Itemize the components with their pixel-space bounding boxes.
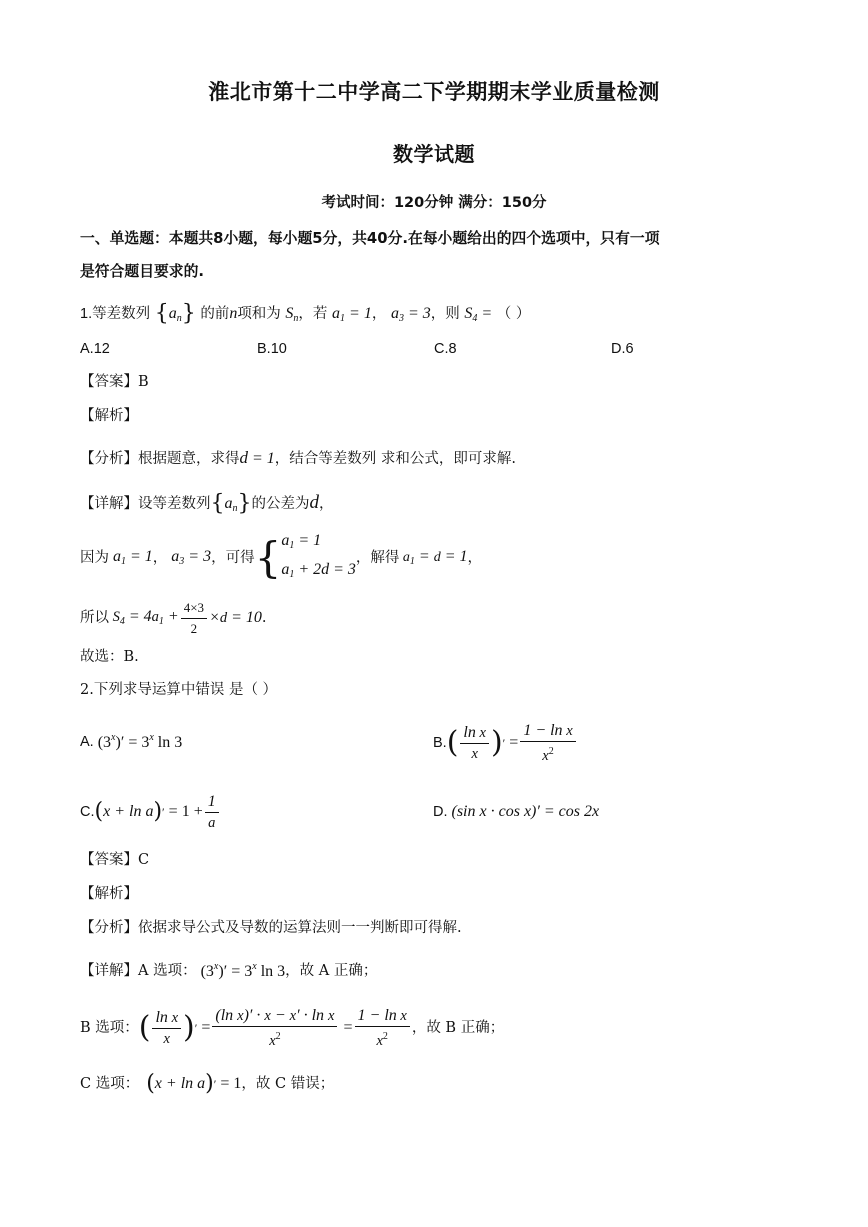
question-1-stem: 1.等差数列 $\{a_n\}$ 的前n项和为 $S_n$，若 a1 = 1， a3 = 3，则 S4 = （ ） [80, 301, 531, 326]
formula-a1-eq-1: a1 = 1 [332, 305, 372, 324]
question-2-option-d: D. (sin x · cos x)′ = cos 2x [433, 803, 600, 820]
question-2-stem: 2.下列求导运算中错误 是（ ） [80, 682, 278, 698]
question-1-option-c: C.8 [434, 341, 457, 357]
question-1-option-a: A.12 [80, 341, 110, 357]
question-1-detail: 【详解】设等差数列$\{a_n\}$的公差为d， [80, 491, 334, 516]
formula-system-brace: { [254, 533, 282, 582]
question-2-fenxi: 【分析】依据求导公式及导数的运算法则一一判断即可得解. [80, 920, 462, 936]
question-1-so: 所以 $S_4 = 4a_1$ + $\frac{4\times 3}{2}$ ×d = 10 . [80, 599, 267, 636]
exam-info: 考试时间：120分钟 满分：150分 [321, 195, 547, 211]
question-2-option-a: A. $(3^x)' = 3^x$ ln 3 [80, 732, 183, 751]
question-2-detail-c: C 选项： ( x + ln a ) ′ = 1 ，故 C 错误； [80, 1071, 335, 1096]
question-1-fenxi: 【分析】根据题意，求得d = 1，结合等差数列 求和公式，即可求解. [80, 448, 517, 467]
question-1-choice: 故选：B. [80, 649, 139, 665]
section-heading-line1: 一、单选题：本题共8小题，每小题5分，共40分.在每小题给出的四个选项中，只有一项 [80, 230, 660, 247]
formula-system: a1 = 1 a1 + 2d = 3 [281, 532, 356, 580]
page-title: 淮北市第十二中学高二下学期期末学业质量检测 [208, 80, 660, 104]
formula-s4: S4 = [464, 305, 493, 324]
page-subtitle: 数学试题 [393, 142, 475, 166]
question-2-answer: 【答案】C [80, 852, 150, 868]
formula-sn: $S_n$ [285, 305, 299, 324]
section-heading-line2: 是符合题目要求的. [80, 263, 204, 280]
question-2-option-c: C. ( x + ln a ) ′ = 1 + $\frac{1}{a}$ [80, 790, 221, 834]
question-1-option-b: B.10 [257, 341, 287, 357]
question-2-detail-b: B 选项： ( $\frac{\text{ln x}}{x}$ ) ′ = $\frac{\text{(ln x)′ · x − x′ · ln x}}{x^2}$ = $\frac{\text{1 − ln x}}{x^2}$ ，故 B 正确； [80, 1006, 505, 1049]
question-2-analysis-label: 【解析】 [80, 886, 138, 902]
formula-fraction-4x3-over-2: $\frac{4\times 3}{2}$ [181, 599, 207, 638]
question-1-option-d: D.6 [611, 341, 634, 357]
question-2-option-b: B. ( $\frac{\text{ln x}}{x}$ ) ′ = $\frac{\text{1 − ln x}}{x^2}$ [433, 718, 578, 768]
question-1-because: 因为 a1 = 1 ， a3 = 3 ，可得 { a1 = 1 a1 + 2d = 3 ，解得 $a_1 = d = 1$ ， [80, 533, 482, 583]
formula-sequence-an: $\{a_n\}$ [154, 301, 196, 326]
question-1-analysis-label: 【解析】 [80, 408, 138, 424]
question-1-answer: 【答案】B [80, 374, 149, 390]
question-2-detail-a: 【详解】A 选项： $(3^x)' = 3^x$ ln 3 ，故 A 正确； [80, 961, 378, 980]
formula-a3-eq-3: a3 = 3 [390, 305, 431, 324]
